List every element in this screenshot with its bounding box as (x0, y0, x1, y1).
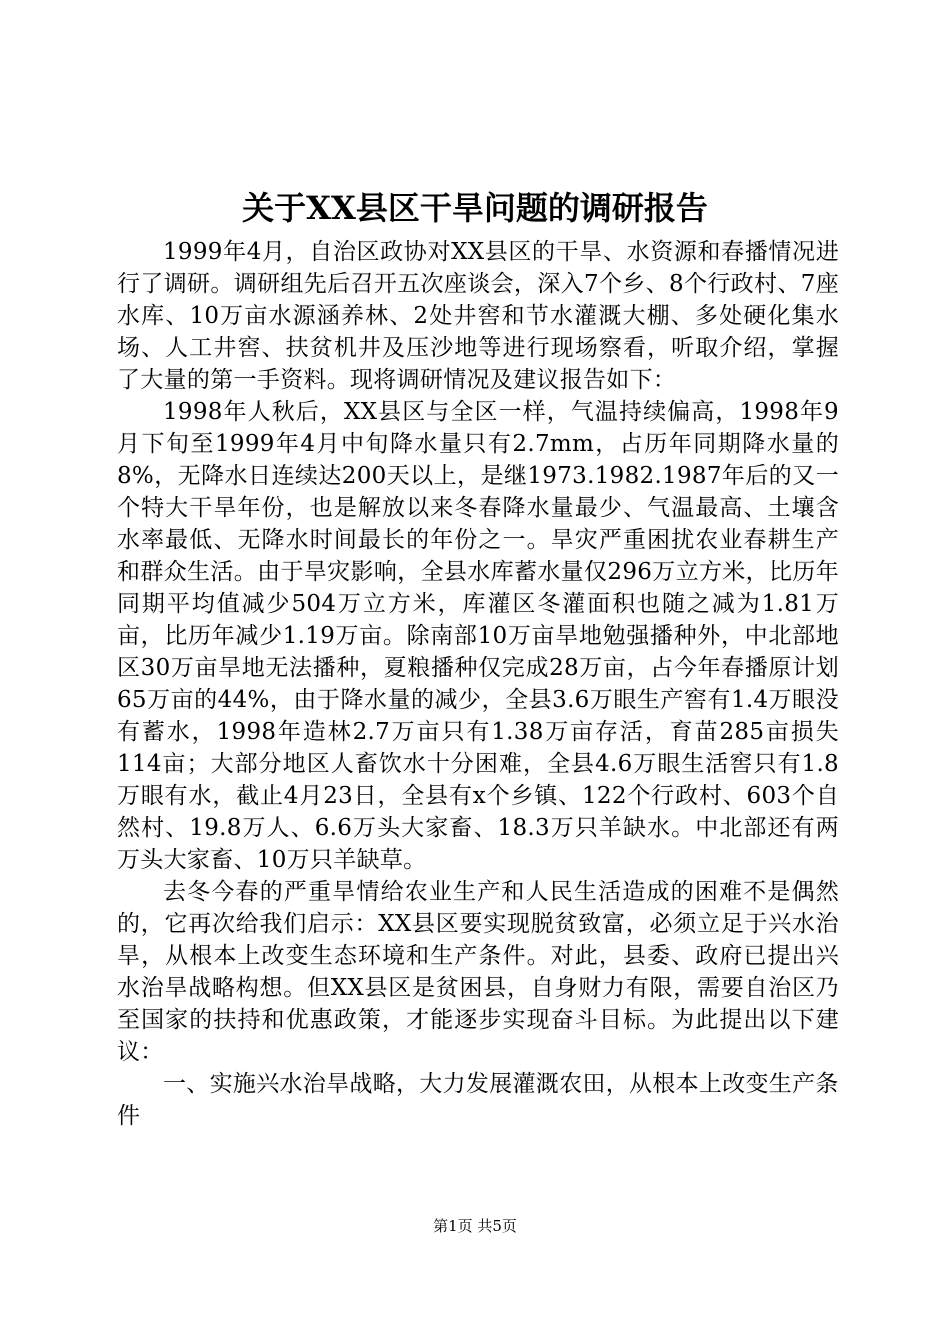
document-body (117, 236, 839, 1132)
body-paragraph: 去冬今春的严重旱情给农业生产和人民生活造成的困难不是偶然的，它再次给我们启示：XX县区要实现脱贫致富，必须立足于兴水治旱，从根本上改变生态环境和生产条件。对此，县委、政府已提出兴水治旱战略构想。但XX县区是贫困县，自身财力有限，需要自治区乃至国家的扶持和优惠政策，才能逐步实现奋斗目标。为此提出以下建议： (117, 879, 839, 1065)
body-paragraph: 1999年4月，自治区政协对XX县区的干旱、水资源和春播情况进行了调研。调研组先后召开五次座谈会，深入7个乡、8个行政村、7座水库、10万亩水源涵养林、2处井窖和节水灌溉大棚、多处硬化集水场、人工井窖、扶贫机井及压沙地等进行现场察看，听取介绍，掌握了大量的第一手资料。现将调研情况及建议报告如下： (117, 239, 839, 393)
document-title: 关于XX县区干旱问题的调研报告 (242, 189, 708, 227)
body-paragraph: 1998年人秋后，XX县区与全区一样，气温持续偏高，1998年9月下旬至1999年4月中旬降水量只有2.7mm，占历年同期降水量的8%，无降水日连续达200天以上，是继1973.1982.1987年后的又一个特大干旱年份，也是解放以来冬春降水量最少、气温最高、土壤含水率最低、无降水时间最长的年份之一。旱灾严重困扰农业春耕生产和群众生活。由于旱灾影响，全县水库蓄水量仅296万立方米，比历年同期平均值减少504万立方米，库灌区冬灌面积也随之减为1.81万亩，比历年减少1.19万亩。除南部10万亩旱地勉强播种外，中北部地区30万亩旱地无法播种，夏粮播种仅完成28万亩，占今年春播原计划65万亩的44%，由于降水量的减少，全县3.6万眼生产窖有1.4万眼没有蓄水，1998年造林2.7万亩只有1.38万亩存活，育苗285亩损失114亩；大部分地区人畜饮水十分困难，全县4.6万眼生活窖只有1.8万眼有水，截止4月23日，全县有x个乡镇、122个行政村、603个自然村、19.8万人、6.6万头大家畜、18.3万只羊缺水。中北部还有两万头大家畜、10万只羊缺草。 (117, 399, 839, 873)
page-number-footer: 第1页 共5页 (433, 1217, 517, 1235)
section-heading: 一、实施兴水治旱战略，大力发展灌溉农田，从根本上改变生产条件 (117, 1071, 839, 1129)
